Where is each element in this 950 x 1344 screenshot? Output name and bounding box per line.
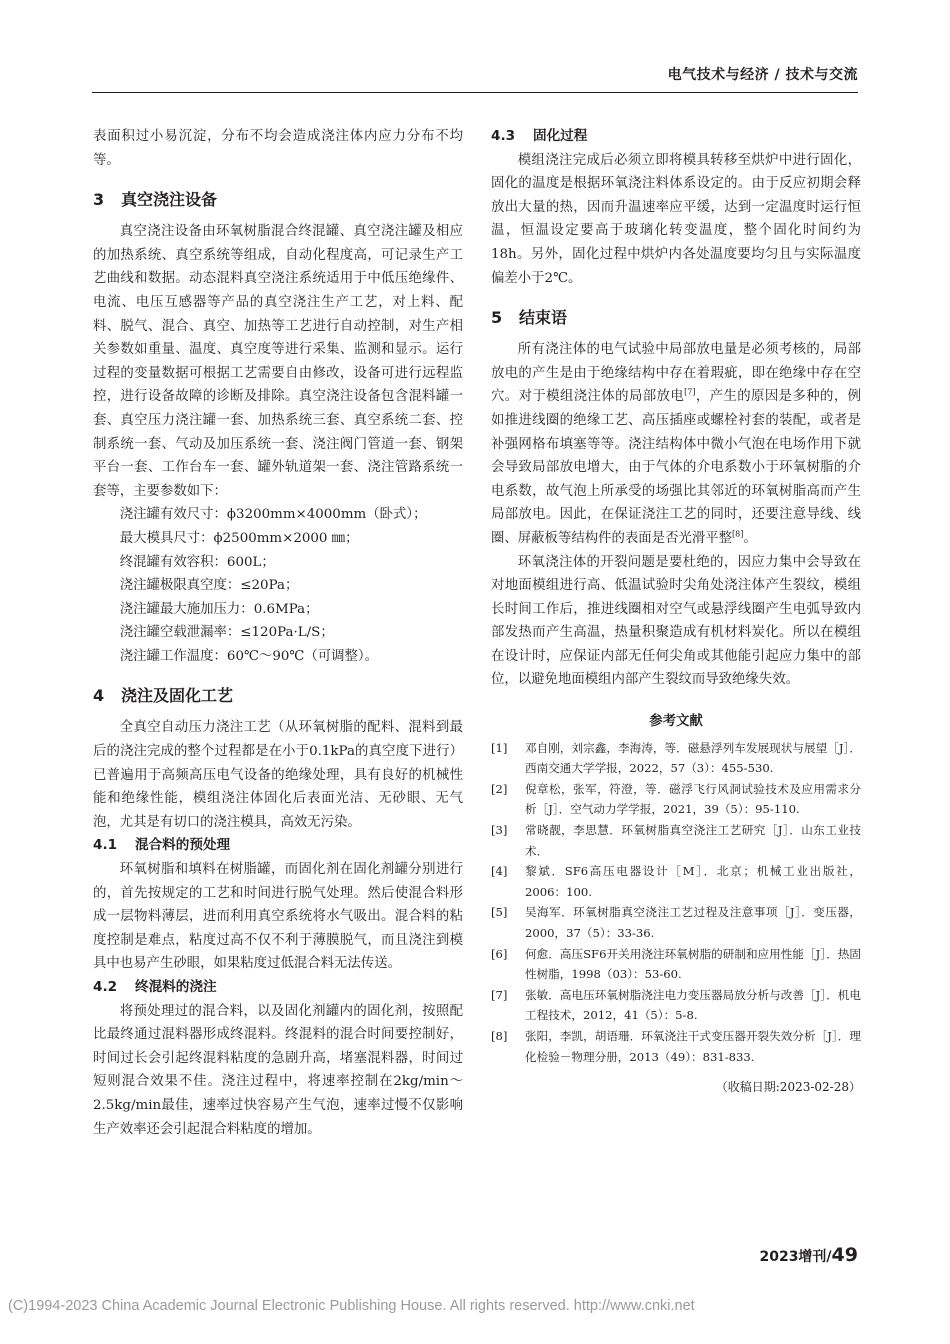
intro-paragraph: 表面积过小易沉淀，分布不均会造成浇注体内应力分布不均等。 bbox=[93, 129, 463, 168]
journal-section-title: 电气技术与经济 / 技术与交流 bbox=[667, 67, 858, 83]
page-number-value: 49 bbox=[831, 1244, 858, 1266]
page-header bbox=[92, 62, 858, 93]
section-title: 结束语 bbox=[519, 308, 568, 328]
subsection-4-1-paragraph: 环氧树脂和填料在树脂罐，而固化剂在固化剂罐分别进行的，首先按规定的工艺和时间进行脱气处理。然后使混合料形成一层物料薄层，进而利用真空系统将水气吸出。混合料的粘度控制是难点，粘度过高不仅不利于薄膜脱气，而且浇注到模具中也易产生砂眼，如果粘度过低混合料无法传送。 bbox=[93, 862, 463, 972]
param-line: 浇注罐最大施加压力：0.6MPa； bbox=[119, 601, 319, 617]
reference-text: 何愈．高压SF6开关用浇注环氧树脂的研制和应用性能［J］．热固性树脂，1998（03）：53-60. bbox=[525, 946, 861, 982]
section-3-paragraph: 真空浇注设备由环氧树脂混合终混罐、真空浇注罐及相应的加热系统、真空系统等组成，自动化程度高，可记录生产工艺曲线和数据。动态混料真空浇注系统适用于中低压绝缘件、电流、电压互感器等产品的真空浇注生产工艺，对上料、配料、脱气、混合、真空、加热等工艺进行自动控制，对生产相关参数如重量、温度、真空度等进行采集、监测和显示。运行过程的变量数据可根据工艺需要自由修改，设备可进行远程监控，进行设备故障的诊断及排除。真空浇注设备包含混料罐一套、真空压力浇注罐一套、加热系统三套、真空系统二套、控制系统一套、气动及加压系统一套、浇注阀门管道一套、钢架平台一套、工作台车一套、罐外轨道架一套、浇注管路系统一套等，主要参数如下： bbox=[93, 224, 463, 499]
references-title: 参考文献 bbox=[649, 714, 703, 730]
reference-text: 黎斌．SF6高压电器设计［M］．北京；机械工业出版社，2006：100. bbox=[525, 864, 861, 899]
reference-text: 吴海军．环氧树脂真空浇注工艺过程及注意事项［J］．变压器，2000，37（5）：33-36. bbox=[525, 905, 861, 940]
section-3-heading bbox=[93, 188, 463, 212]
received-date: （收稿日期:2023-02-28） bbox=[715, 1080, 861, 1095]
reference-item bbox=[491, 861, 861, 902]
section-4-heading bbox=[93, 684, 463, 708]
param-line: 浇注罐极限真空度：≤20Pa； bbox=[119, 578, 299, 594]
param-line: 浇注罐工作温度：60℃～90℃（可调整）。 bbox=[119, 648, 378, 664]
subsection-number: 4.1 bbox=[93, 837, 118, 854]
param-line: 浇注罐空载泄漏率：≤120Pa·L/S； bbox=[119, 625, 334, 641]
reference-item bbox=[491, 820, 861, 861]
subsection-title: 终混料的浇注 bbox=[135, 979, 217, 995]
subsection-4-2-heading bbox=[93, 976, 463, 1000]
subsection-4-1-heading bbox=[93, 834, 463, 858]
param-line: 终混罐有效容积：600L； bbox=[119, 554, 275, 570]
reference-text: 张阳，李凯，胡语珊．环氧浇注干式变压器开裂失效分析［J］．理化检验－物理分册，2013（49）：831-833. bbox=[525, 1028, 861, 1064]
reference-text: 张敏．高电压环氧树脂浇注电力变压器局放分析与改善［J］．机电工程技术，2012，41（5）：5-8. bbox=[525, 987, 861, 1023]
subsection-number: 4.2 bbox=[93, 979, 118, 995]
copyright-watermark: (C)1994-2023 China Academic Journal Electronic Publishing House. All rights reserved. http://www.cnki.net bbox=[8, 1298, 695, 1314]
subsection-number: 4.3 bbox=[491, 128, 516, 144]
reference-item bbox=[491, 1026, 861, 1067]
param-line: 浇注罐有效尺寸：ϕ3200mm×4000mm（卧式）； bbox=[119, 507, 427, 523]
section-5-paragraph-1 bbox=[491, 338, 861, 550]
reference-item bbox=[491, 985, 861, 1026]
paragraph-text: 所有浇注体的电气试验中局部放电量是必须考核的，局部放电的产生是由于绝缘结构中存在着瑕疵，即在绝缘中存在空穴。对于模组浇注体的局部放电 bbox=[491, 342, 861, 405]
section-title: 浇注及固化工艺 bbox=[121, 686, 234, 706]
reference-text: 常晓靓，李思慧．环氧树脂真空浇注工艺研究［J］．山东工业技术． bbox=[525, 823, 861, 858]
reference-number: [5] bbox=[491, 905, 508, 920]
citation-mark: [7] bbox=[684, 387, 696, 397]
reference-text: 倪章松，张军，符澄，等．磁浮飞行风洞试验技术及应用需求分析［J］．空气动力学学报，2021，39（5）：95-110. bbox=[525, 781, 861, 817]
section-number: 4 bbox=[93, 686, 105, 706]
reference-number: [6] bbox=[491, 946, 508, 961]
section-4-paragraph: 全真空自动压力浇注工艺（从环氧树脂的配料、混料到最后的浇注完成的整个过程都是在小于0.1kPa的真空度下进行）已普遍用于高频高压电气设备的绝缘处理，具有良好的机械性能和绝缘性能，模组浇注体固化后表面光洁、无砂眼、无气泡，尤其是有切口的浇注模具，高效无污染。 bbox=[93, 720, 463, 830]
subsection-4-2-paragraph: 将预处理过的混合料，以及固化剂罐内的固化剂，按照配比最终通过混料器形成终混料。终混料的混合时间要控制好，时间过长会引起终混料粘度的急剧升高，堵塞混料器，时间过短则混合效果不佳。浇注过程中，将速率控制在2kg/min～2.5kg/min最佳，速率过快容易产生气泡，速率过慢不仅影响生产效率还会引起混合料粘度的增加。 bbox=[93, 1003, 463, 1137]
param-line: 最大模具尺寸：ϕ2500mm×2000 ㎜； bbox=[119, 530, 359, 546]
reference-list bbox=[491, 738, 861, 1068]
subsection-title: 固化过程 bbox=[533, 128, 588, 144]
issue-label: 2023增刊/ bbox=[759, 1249, 832, 1265]
reference-number: [2] bbox=[491, 781, 508, 796]
paragraph-text: ，产生的原因是多种的，例如推进线圈的绝缘工艺、高压插座或螺栓衬套的装配，或者是补强网格布填塞等等。浇注结构体中微小气泡在电场作用下就会导致局部放电增大，由于气体的介电系数小于环氧树脂的介电系数，故气泡上所承受的场强比其邻近的环氧树脂高而产生局部放电。因此，在保证浇注工艺的同时，还要注意导线、线圈、屏蔽板等结构件的表面是否光滑平整 bbox=[491, 389, 862, 546]
section-number: 3 bbox=[93, 190, 105, 210]
page-number bbox=[759, 1244, 858, 1266]
section-5-heading bbox=[491, 306, 861, 330]
reference-item bbox=[491, 738, 861, 779]
section-5-paragraph-2: 环氧浇注体的开裂问题是要杜绝的，因应力集中会导致在对地面模组进行高、低温试验时尖角处浇注体产生裂纹，模组长时间工作后，推进线圈相对空气或悬浮线圈产生电弧导致内部发热而产生高温，热量积聚造成有机材料炭化。所以在模组在设计时，应保证内部无任何尖角或其他能引起应力集中的部位，以避免地面模组内部产生裂纹而导致绝缘失效。 bbox=[491, 554, 861, 688]
section-number: 5 bbox=[491, 308, 503, 328]
reference-item bbox=[491, 944, 861, 985]
subsection-title: 混合料的预处理 bbox=[135, 837, 231, 854]
reference-item bbox=[491, 779, 861, 820]
left-column bbox=[93, 125, 463, 1141]
reference-item bbox=[491, 902, 861, 943]
subsection-4-3-heading bbox=[491, 125, 861, 149]
paragraph-text: 。 bbox=[743, 530, 757, 546]
citation-mark: [8] bbox=[732, 529, 744, 539]
reference-number: [3] bbox=[491, 823, 508, 838]
reference-number: [8] bbox=[491, 1028, 508, 1043]
reference-number: [4] bbox=[491, 864, 508, 879]
subsection-4-3-paragraph: 模组浇注完成后必须立即将模具转移至烘炉中进行固化，固化的温度是根据环氧浇注料体系设定的。由于反应初期会释放出大量的热，因而升温速率应平缓，达到一定温度时运行恒温，恒温设定要高于玻璃化转变温度，整个固化时间约为18h。另外，固化过程中烘炉内各处温度要均匀且与实际温度偏差小于2℃。 bbox=[491, 152, 861, 286]
reference-number: [1] bbox=[491, 740, 508, 755]
reference-text: 邓自刚，刘宗鑫，李海涛，等．磁悬浮列车发展现状与展望［J］．西南交通大学学报，2022，57（3）：455-530. bbox=[525, 740, 861, 776]
section-title: 真空浇注设备 bbox=[121, 190, 218, 210]
reference-number: [7] bbox=[491, 987, 508, 1002]
right-column bbox=[491, 125, 861, 1097]
